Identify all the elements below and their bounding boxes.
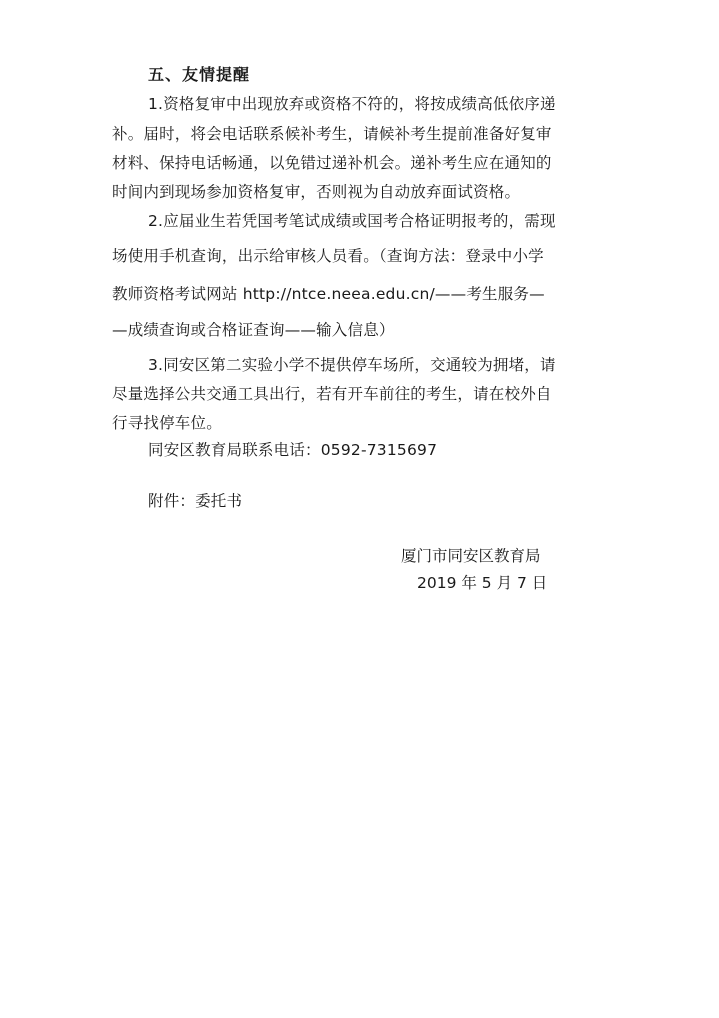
item2-line2: 场使用手机查询，出示给审核人员看。（查询方法：登录中小学 [112, 247, 544, 265]
contact-phone: 同安区教育局联系电话：0592-7315697 [148, 441, 438, 459]
item3-line1: 3.同安区第二实验小学不提供停车场所，交通较为拥堵，请 [148, 356, 556, 374]
signature-org: 厦门市同安区教育局 [401, 547, 541, 565]
item3-line2: 尽量选择公共交通工具出行，若有开车前往的考生，请在校外自 [112, 385, 552, 403]
item3-line3: 行寻找停车位。 [112, 414, 222, 432]
signature-date: 2019 年 5 月 7 日 [417, 574, 548, 592]
item1-line2: 补。届时，将会电话联系候补考生，请候补考生提前准备好复审 [112, 125, 552, 143]
item2-line3: 教师资格考试网站 http://ntce.neea.edu.cn/——考生服务— [112, 285, 545, 303]
item1-line3: 材料、保持电话畅通，以免错过递补机会。递补考生应在通知的 [112, 154, 552, 172]
item2-line1: 2.应届业生若凭国考笔试成绩或国考合格证明报考的，需现 [148, 212, 556, 230]
section-heading: 五、友情提醒 [148, 65, 251, 84]
item1-line4: 时间内到现场参加资格复审，否则视为自动放弃面试资格。 [112, 183, 521, 201]
item1-line1: 1.资格复审中出现放弃或资格不符的，将按成绩高低依序递 [148, 95, 556, 113]
attachment-note: 附件：委托书 [148, 492, 243, 510]
item2-line4: —成绩查询或合格证查询——输入信息） [112, 321, 395, 339]
